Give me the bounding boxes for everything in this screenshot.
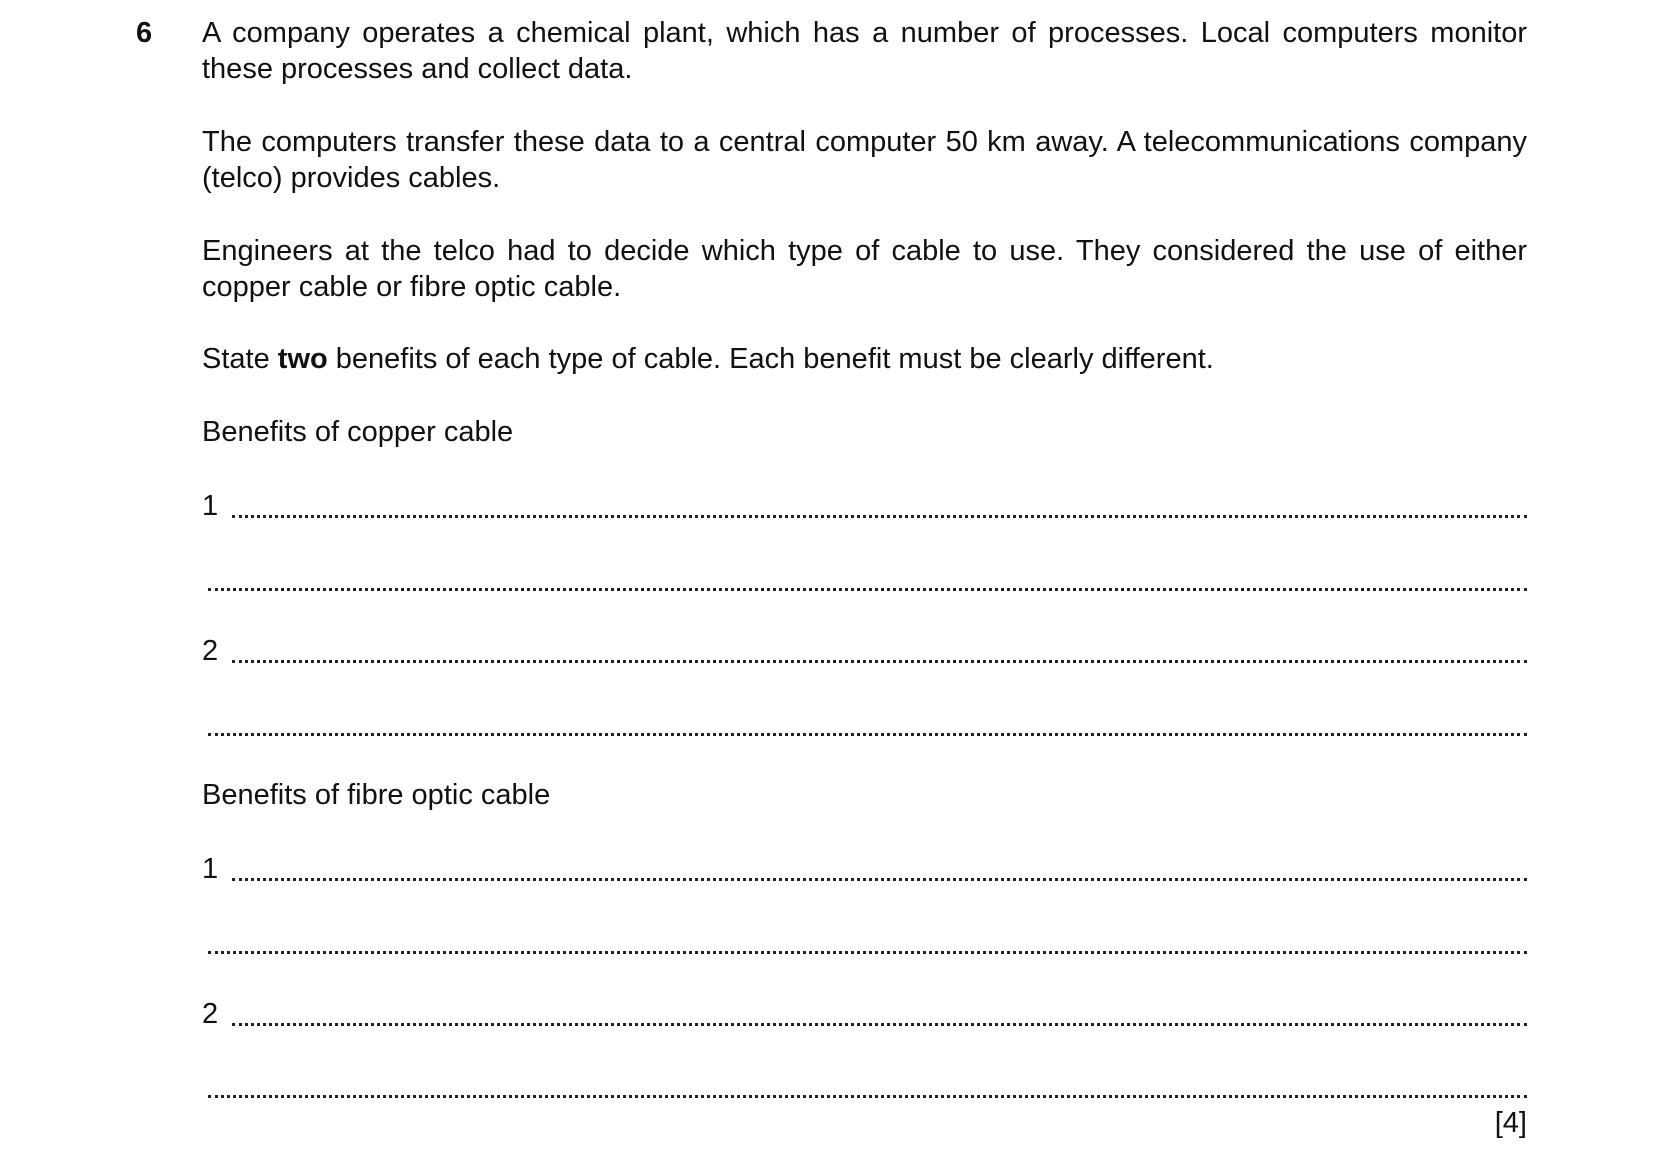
copper-answer-1-number: 1 [202, 490, 219, 522]
answer-dotted-line[interactable] [232, 660, 1527, 663]
fibre-answer-2-continuation[interactable] [202, 1068, 1527, 1104]
copper-answer-1-continuation[interactable] [202, 561, 1527, 597]
fibre-answer-2[interactable] [202, 996, 1527, 1032]
copper-answer-2-continuation[interactable] [202, 706, 1527, 742]
answer-dotted-line[interactable] [208, 588, 1527, 591]
question-number: 6 [136, 17, 153, 49]
question-paragraph-1: A company operates a chemical plant, which has a number of processes. Local computers monitor these processes and collect data. [202, 17, 1527, 85]
question-paragraph-3: Engineers at the telco had to decide which type of cable to use. They considered the use of either copper cable or fibre optic cable. [202, 235, 1527, 303]
answer-dotted-line[interactable] [208, 1095, 1527, 1098]
answer-dotted-line[interactable] [232, 1023, 1527, 1026]
answer-dotted-line[interactable] [208, 951, 1527, 954]
fibre-answer-1-continuation[interactable] [202, 924, 1527, 960]
instruction-text-before: State [202, 343, 278, 375]
fibre-answer-1-number: 1 [202, 853, 219, 885]
copper-answer-2-number: 2 [202, 635, 219, 667]
question-paragraph-2: The computers transfer these data to a central computer 50 km away. A telecommunications company (telco) provides cables. [202, 126, 1527, 194]
copper-heading: Benefits of copper cable [202, 416, 514, 448]
fibre-answer-1[interactable] [202, 851, 1527, 887]
instruction-bold-word: two [277, 343, 328, 375]
answer-dotted-line[interactable] [232, 515, 1527, 518]
answer-dotted-line[interactable] [232, 878, 1527, 881]
instruction [202, 341, 1214, 377]
fibre-heading: Benefits of fibre optic cable [202, 779, 551, 811]
copper-answer-1[interactable] [202, 488, 1527, 524]
instruction-text-after: benefits of each type of cable. Each benefit must be clearly different. [327, 343, 1214, 375]
marks-allocation: [4] [1494, 1107, 1527, 1139]
answer-dotted-line[interactable] [208, 733, 1527, 736]
fibre-answer-2-number: 2 [202, 998, 219, 1030]
copper-answer-2[interactable] [202, 633, 1527, 669]
